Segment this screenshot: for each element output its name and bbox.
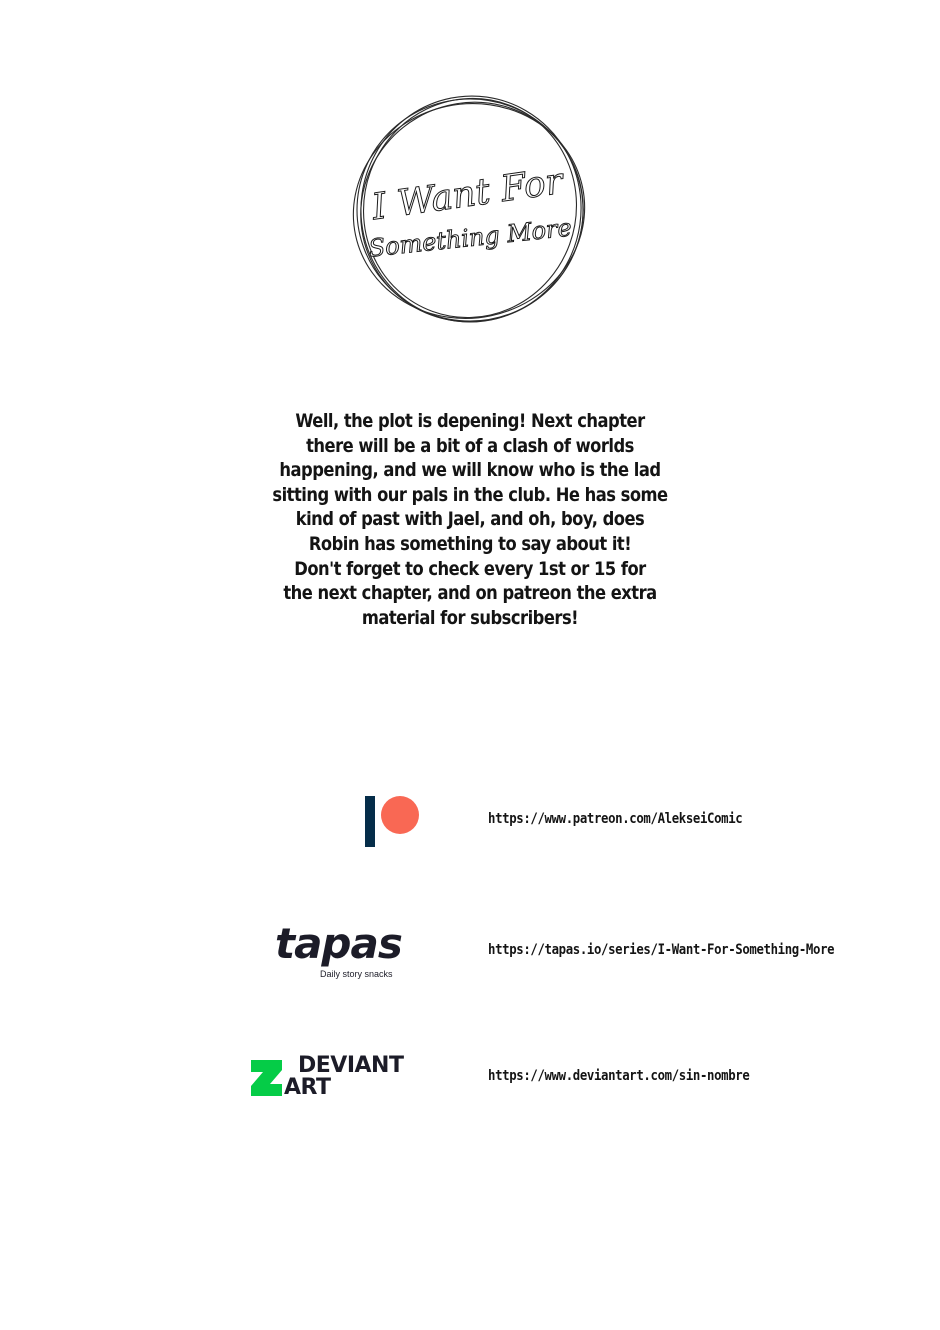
title-line-1: I Want For xyxy=(369,160,566,229)
author-message xyxy=(200,409,740,630)
patreon-link[interactable]: https://www.patreon.com/AlekseiComic xyxy=(488,811,743,827)
deviantart-link[interactable]: https://www.deviantart.com/sin-nombre xyxy=(488,1068,750,1084)
deviantart-mark-icon xyxy=(248,1056,282,1100)
title-rings-icon xyxy=(345,88,595,333)
tapas-link[interactable]: https://tapas.io/series/I-Want-For-Something-More xyxy=(488,942,835,958)
message-line: Well, the plot is depening! Next chapter xyxy=(295,410,645,432)
patreon-bar-shape xyxy=(365,796,375,847)
patreon-circle-shape xyxy=(381,796,419,834)
patreon-logo-icon[interactable] xyxy=(363,795,423,849)
deviantart-logo-icon[interactable] xyxy=(248,1053,423,1103)
message-line: Robin has something to say about it! xyxy=(308,532,632,555)
message-line: happening, and we will know who is the lad xyxy=(279,459,661,482)
message-line: Don't forget to check every 1st or 15 for xyxy=(294,557,646,580)
message-line: sitting with our pals in the club. He has some xyxy=(272,483,668,506)
tapas-wordmark: tapas xyxy=(275,919,402,968)
message-line: there will be a bit of a clash of worlds xyxy=(306,434,634,457)
deviantart-wordmark-line1: DEVIANT xyxy=(298,1053,404,1078)
series-title-logo xyxy=(345,88,595,333)
message-line: kind of past with Jael, and oh, boy, does xyxy=(295,508,645,531)
tapas-logo-icon[interactable] xyxy=(275,919,415,987)
deviantart-wordmark-line2: ART xyxy=(284,1075,331,1100)
message-line: material for subscribers! xyxy=(361,606,579,629)
title-line-2: Something More xyxy=(367,213,573,263)
message-line: the next chapter, and on patreon the extra xyxy=(283,582,657,605)
tapas-tagline: Daily story snacks xyxy=(320,969,393,979)
